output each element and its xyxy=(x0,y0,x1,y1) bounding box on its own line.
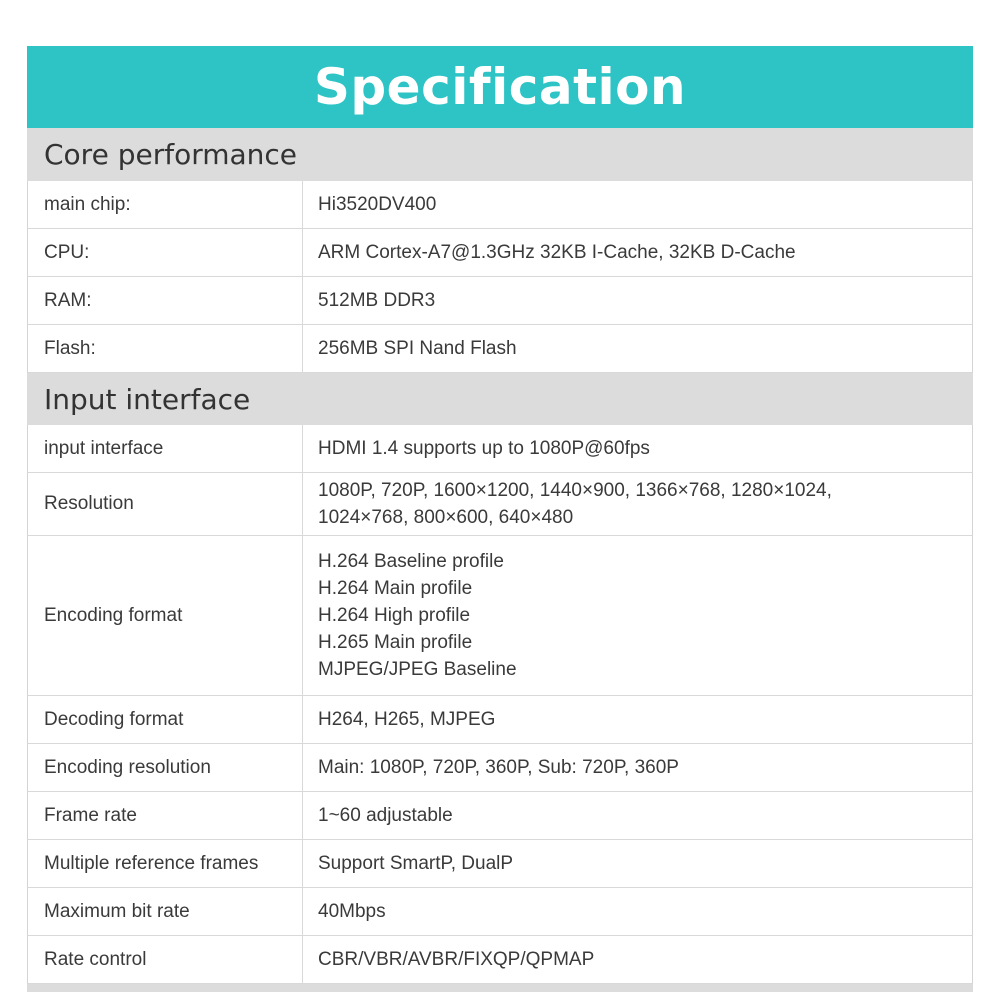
spec-value xyxy=(303,744,972,791)
spec-value-line: Support SmartP, DualP xyxy=(318,853,514,874)
page-title: Specification xyxy=(27,46,973,128)
spec-value xyxy=(303,181,972,228)
spec-value-line: ARM Cortex-A7@1.3GHz 32KB I-Cache, 32KB D-Cache xyxy=(318,242,796,263)
spec-value-line: 512MB DDR3 xyxy=(318,290,436,311)
section-rows-input-interface xyxy=(27,425,973,984)
table-row xyxy=(27,744,973,792)
spec-label: main chip: xyxy=(28,181,303,228)
spec-value-line: H.264 High profile xyxy=(318,605,471,626)
table-row xyxy=(27,181,973,229)
spec-value-line: CBR/VBR/AVBR/FIXQP/QPMAP xyxy=(318,949,595,970)
spec-label: Encoding resolution xyxy=(28,744,303,791)
table-row xyxy=(27,277,973,325)
spec-label: Rate control xyxy=(28,936,303,983)
spec-value-line: 1080P, 720P, 1600×1200, 1440×900, 1366×768, 1280×1024, xyxy=(318,480,832,501)
spec-label: Resolution xyxy=(28,473,303,535)
table-row xyxy=(27,888,973,936)
section-heading-core-performance: Core performance xyxy=(27,128,973,181)
spec-label: Decoding format xyxy=(28,696,303,743)
spec-value-line: 1~60 adjustable xyxy=(318,805,453,826)
table-row xyxy=(27,696,973,744)
spec-label: CPU: xyxy=(28,229,303,276)
spec-value-line: Main: 1080P, 720P, 360P, Sub: 720P, 360P xyxy=(318,757,679,778)
table-row xyxy=(27,325,973,373)
table-row xyxy=(27,840,973,888)
section-rows-core-performance xyxy=(27,181,973,373)
spec-value xyxy=(303,696,972,743)
table-row xyxy=(27,229,973,277)
table-row xyxy=(27,473,973,536)
table-bottom-bar xyxy=(27,984,973,992)
spec-value xyxy=(303,536,972,695)
spec-value xyxy=(303,425,972,472)
spec-label: Encoding format xyxy=(28,536,303,695)
table-row xyxy=(27,936,973,984)
spec-value-line: 40Mbps xyxy=(318,901,386,922)
spec-value-line: HDMI 1.4 supports up to 1080P@60fps xyxy=(318,438,650,459)
spec-value-line: 1024×768, 800×600, 640×480 xyxy=(318,507,574,528)
table-row xyxy=(27,425,973,473)
spec-label: Flash: xyxy=(28,325,303,372)
spec-value xyxy=(303,792,972,839)
spec-value-line: MJPEG/JPEG Baseline xyxy=(318,659,517,680)
spec-value xyxy=(303,936,972,983)
spec-value xyxy=(303,277,972,324)
table-row xyxy=(27,536,973,696)
spec-value xyxy=(303,840,972,887)
table-row xyxy=(27,792,973,840)
spec-label: Maximum bit rate xyxy=(28,888,303,935)
spec-value xyxy=(303,473,972,535)
spec-value-line: H264, H265, MJPEG xyxy=(318,709,496,730)
spec-label: Frame rate xyxy=(28,792,303,839)
spec-value-line: H.264 Main profile xyxy=(318,578,473,599)
section-heading-input-interface: Input interface xyxy=(27,373,973,425)
spec-value xyxy=(303,888,972,935)
spec-value xyxy=(303,229,972,276)
spec-label: RAM: xyxy=(28,277,303,324)
spec-label: Multiple reference frames xyxy=(28,840,303,887)
spec-value-line: H.264 Baseline profile xyxy=(318,551,504,572)
specification-sheet xyxy=(27,46,973,992)
spec-value-line: H.265 Main profile xyxy=(318,632,473,653)
spec-value xyxy=(303,325,972,372)
spec-label: input interface xyxy=(28,425,303,472)
spec-value-line: 256MB SPI Nand Flash xyxy=(318,338,517,359)
spec-value-line: Hi3520DV400 xyxy=(318,194,437,215)
